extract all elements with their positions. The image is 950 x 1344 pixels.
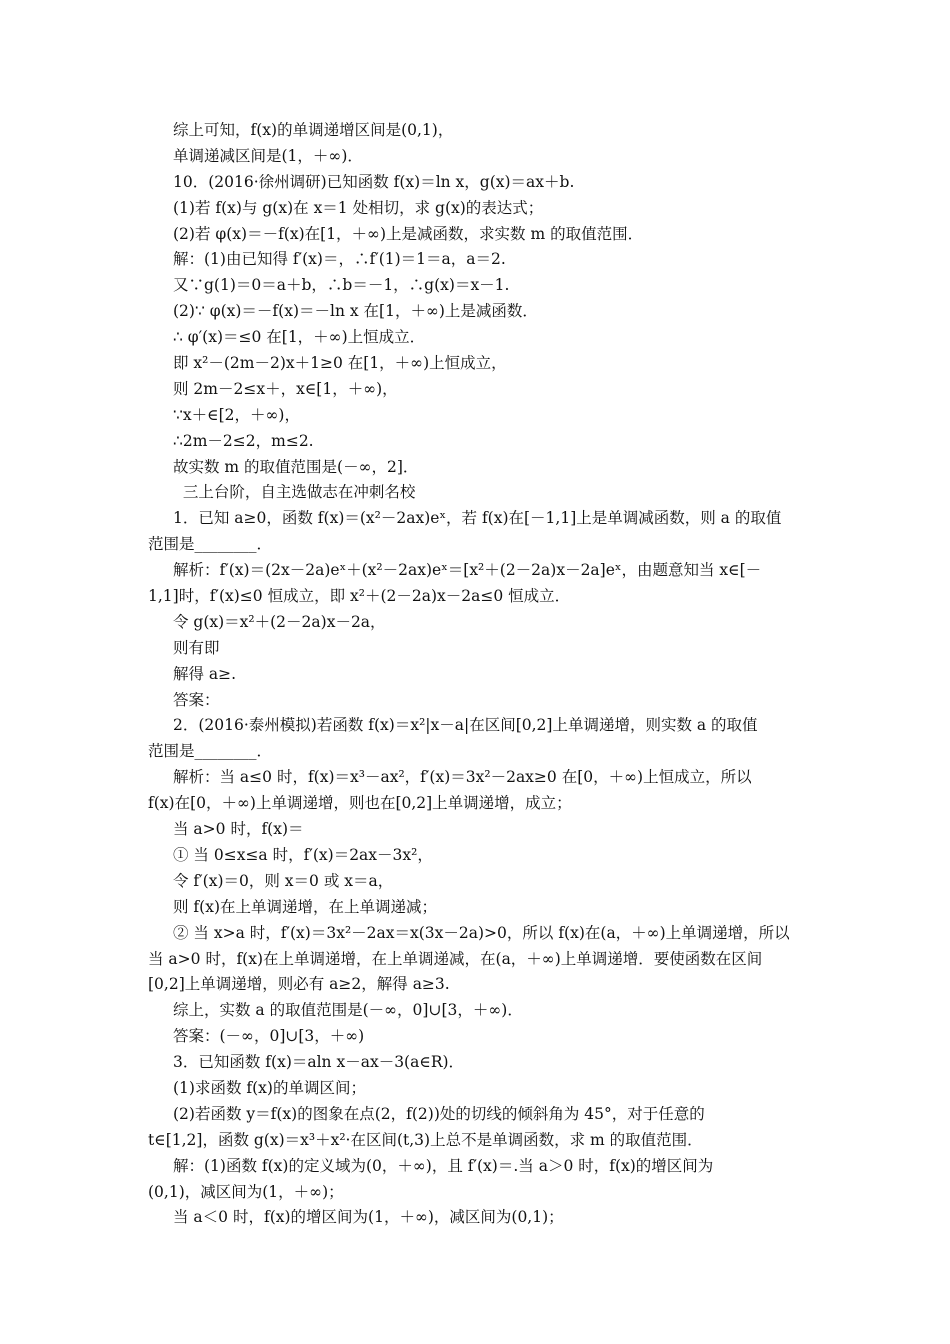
text-line: ∴ φ′(x)＝≤0 在[1，＋∞)上恒成立． bbox=[173, 328, 426, 347]
text-line: 当 a＜0 时，f(x)的增区间为(1，＋∞)，减区间为(0,1)； bbox=[173, 1208, 564, 1227]
text-line: 当 a>0 时，f(x)＝ bbox=[173, 820, 304, 839]
text-line: 即 x²－(2m－2)x＋1≥0 在[1，＋∞)上恒成立， bbox=[173, 354, 507, 373]
text-line: 令 f′(x)＝0，则 x＝0 或 x＝a， bbox=[173, 871, 394, 890]
text-line: 2．(2016·泰州模拟)若函数 f(x)＝x²|x－a|在区间[0,2]上单调递增，则实数 a 的取值 bbox=[173, 716, 758, 735]
text-line: (2)若 φ(x)＝－f(x)在[1，＋∞)上是减函数，求实数 m 的取值范围． bbox=[173, 224, 644, 243]
text-line: 1,1]时，f′(x)≤0 恒成立，即 x²＋(2－2a)x－2a≤0 恒成立． bbox=[148, 587, 571, 606]
text-line: t∈[1,2]，函数 g(x)＝x³＋x²·在区间(t,3)上总不是单调函数，求 m 的取值范围． bbox=[148, 1130, 703, 1149]
text-line: 又∵g(1)＝0＝a＋b，∴b＝－1，∴g(x)＝x－1. bbox=[173, 276, 510, 295]
text-line: 单调递减区间是(1，＋∞)． bbox=[173, 146, 363, 165]
text-line: ② 当 x>a 时，f′(x)＝3x²－2ax＝x(3x－2a)>0，所以 f(x)在(a，＋∞)上单调递增，所以 bbox=[173, 923, 790, 942]
text-line: f(x)在[0，＋∞)上单调递增，则也在[0,2]上单调递增，成立； bbox=[148, 794, 572, 813]
text-line: ∴2m－2≤2，m≤2. bbox=[173, 431, 314, 450]
text-line: (2)∵ φ(x)＝－f(x)＝－ln x 在[1，＋∞)上是减函数． bbox=[173, 302, 538, 321]
text-line: 综上，实数 a 的取值范围是(－∞，0]∪[3，＋∞)． bbox=[173, 1001, 523, 1020]
text-line: 三上台阶，自主选做志在冲刺名校 bbox=[173, 483, 416, 502]
text-line: (1)若 f(x)与 g(x)在 x＝1 处相切，求 g(x)的表达式； bbox=[173, 198, 544, 217]
text-line: 故实数 m 的取值范围是(－∞，2]． bbox=[173, 457, 419, 476]
text-line: 范围是________． bbox=[148, 535, 273, 554]
text-line: 解析：当 a≤0 时，f(x)＝x³－ax²，f′(x)＝3x²－2ax≥0 在[0，＋∞)上恒成立，所以 bbox=[173, 768, 752, 787]
text-line: 范围是________． bbox=[148, 742, 273, 761]
text-line: 则有即 bbox=[173, 638, 220, 657]
text-line: 答案：(－∞，0]∪[3，＋∞) bbox=[173, 1027, 365, 1046]
text-line: 答案： bbox=[173, 690, 220, 709]
document-body bbox=[148, 118, 808, 1231]
text-line: (0,1)，减区间为(1，＋∞)； bbox=[148, 1182, 344, 1201]
text-line: 解析：f′(x)＝(2x－2a)eˣ＋(x²－2ax)eˣ＝[x²＋(2－2a)x－2a]eˣ，由题意知当 x∈[－ bbox=[173, 561, 762, 580]
text-line: 则 f(x)在上单调递增，在上单调递减； bbox=[173, 897, 438, 916]
text-line: 10．(2016·徐州调研)已知函数 f(x)＝ln x，g(x)＝ax＋b. bbox=[173, 172, 575, 191]
text-line: 3．已知函数 f(x)＝aln x－ax－3(a∈R)． bbox=[173, 1053, 465, 1072]
text-line: 综上可知，f(x)的单调递增区间是(0,1)， bbox=[173, 121, 454, 139]
text-line: 当 a>0 时，f(x)在上单调递增，在上单调递减，在(a，＋∞)上单调递增．要使函数在区间 bbox=[148, 949, 763, 968]
text-line: 解得 a≥. bbox=[173, 664, 237, 683]
text-line: 令 g(x)＝x²＋(2－2a)x－2a， bbox=[173, 612, 386, 631]
text-line: 1．已知 a≥0，函数 f(x)＝(x²－2ax)eˣ，若 f(x)在[－1,1]上是单调减函数，则 a 的取值 bbox=[173, 509, 782, 528]
text-line: (1)求函数 f(x)的单调区间； bbox=[173, 1078, 366, 1097]
text-line: 解：(1)由已知得 f′(x)＝，∴f′(1)＝1＝a，a＝2. bbox=[173, 250, 506, 269]
text-line: 解：(1)函数 f(x)的定义域为(0，＋∞)，且 f′(x)＝.当 a＞0 时，f(x)的增区间为 bbox=[173, 1156, 714, 1175]
text-line: (2)若函数 y＝f(x)的图象在点(2，f(2))处的切线的倾斜角为 45°，对于任意的 bbox=[173, 1104, 705, 1123]
text-line: [0,2]上单调递增，则必有 a≥2，解得 a≥3. bbox=[148, 975, 450, 994]
text-line: ∵x＋∈[2，＋∞)， bbox=[173, 405, 300, 424]
text-line: ① 当 0≤x≤a 时，f′(x)＝2ax－3x²， bbox=[173, 845, 433, 864]
text-line: 则 2m－2≤x＋，x∈[1，＋∞)， bbox=[173, 379, 398, 398]
